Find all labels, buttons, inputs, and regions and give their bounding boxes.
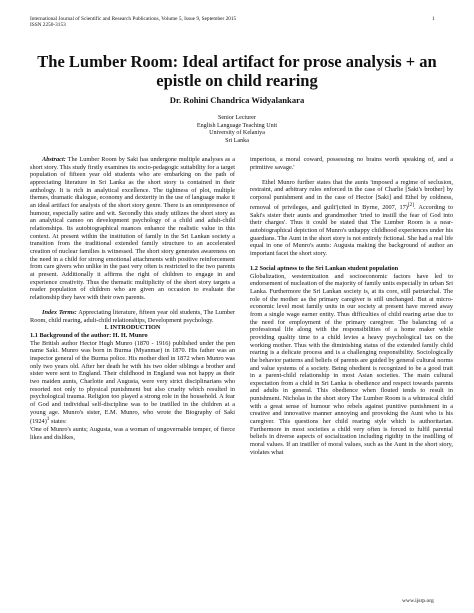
affiliation-line: Sri Lanka [225, 138, 249, 145]
abstract [30, 156, 235, 301]
footnote-marker: 1 [46, 416, 50, 423]
body-paragraph [30, 340, 235, 426]
paragraph-text: states: [49, 418, 67, 426]
citation-marker: [2] [407, 201, 415, 208]
affiliation-line: English Language Teaching Unit [196, 122, 278, 129]
author-name: Dr. Rohini Chandrica Widyalankara [169, 95, 305, 105]
index-terms-text: Appreciating literature, fifteen year old students, The Lumber Room, child rearing, adult-child relationships, Development psychology. [30, 308, 236, 324]
block-quote-continued: imperious, a moral coward, possessing no brains worth speaking of, and a primitive savage.' [250, 156, 453, 171]
paragraph-text: . According to Saki's sister their aunts and grandmother 'tried to instill the fear of God into their charges'. Thus it could be stated that The Lumber Room is a near-autobiographical depiction of Munro's unhappy childhood experiences under his guardians. The Aunt in the short story is not entirely fictional. She had a real life equal in one of Munro's aunts: Augusta making the background of author an important facet the short story. [250, 203, 454, 257]
block-quote: 'One of Munro's aunts; Augusta, was a woman of ungovernable temper, of fierce likes and dislikes, [30, 425, 235, 441]
abstract-label: Abstract: [42, 156, 66, 163]
issn-line: ISSN 2250-3153 [30, 22, 66, 29]
section-heading: I. INTRODUCTION [104, 324, 161, 332]
journal-line: International Journal of Scientific and Research Publications, Volume 5, Issue 9, September 2015 [30, 16, 237, 22]
affiliation-line: University of Kelaniya [209, 130, 265, 137]
right-column [250, 156, 453, 456]
paragraph-text: The British author Hector Hugh Munro (1870 - 1916) published under the pen name Saki. Munro was born in Burma (Myanmar) in 1870. His father was an inspector general of the Burma police. His mother died in 1872 when Munro was only two years old. After her death he with his two older siblings a brother and sister were sent to England. Their childhood in England was not happy as their two maiden aunts, Charlotte and Augusta, were very strict disciplinarians who resorted not only to physical punishment but also cruelty which resulted in psychological trauma. Religion too played a strong role in the household. A fear of God and individual self-discipline was to be instilled in the children at a young age. Munro's sister, E.M. Munro, who wrote the Biography of Saki (1924) [30, 339, 235, 426]
journal-header [30, 16, 236, 29]
body-paragraph: Globalization, westernization and socioeconomic factors have led to endorsement of nucleation of the majority of family units especially in urban Sri Lanka. Furthermore the Sri Lankan society is, at its core, still patriarchal. The role of the mother as the primary caregiver is still unchanged. But at micro-economic level most family units in our society at present have moved away from a single wage earner entity. Thus difficulties of child rearing arise due to the need for employment of the primary caregiver. The balancing of a professional life along with the responsibilities of a home maker while providing quality time to a child levies a heavy psychological tax on the working mother. Thus with the diminishing status of the extended family child rearing is a delicate process and is a challenging responsibility. Sociologically the behavior patterns and beliefs of parents are guided by general cultural norms and value systems of a society. Being obedient is recognized to be a good trait in a parent-child relationship in most Asian societies. The main cultural expectation from a child in Sri Lanka is obedience and respect towards parents and adults in general. This obedience when flouted tends to result in punishment. Nicholas in the short story The Lumber Room is a whimsical child with a great sense of humour who rebels against punitive punishment in a creative and innovative manner annoying and provoking the Aunt who is his caregiver. This questions her child rearing style which is authoritarian. Furthermore in most societies a child very often is forced to fulfil parental beliefs in diverse aspects of socialization including rigidity in the instilling of moral values. If an instiller of moral values, such as the Aunt in the short story, violates what [250, 272, 453, 456]
subsection-heading: 1.1 Background of the author: H. H. Munro [30, 331, 148, 339]
paragraph-text: Ethel Munro further states that the aunts 'imposed a regime of seclusion, restraint, and arbitrary rules enforced in the case of Charlie [Saki's brother] by corporal punishment and in the case of Hector [Saki] and Ethel by coldness, removal of privileges, and guilt'(cited in Byrne, 2007, 17) [250, 178, 453, 211]
index-terms [30, 309, 235, 324]
author-affiliation [0, 115, 474, 146]
footer-url: www.ijsrp.org [402, 598, 434, 604]
subsection-heading: 1.2 Social aptness to the Sri Lankan student population [250, 264, 399, 272]
index-terms-label: Index Terms: [42, 308, 77, 316]
body-paragraph [250, 179, 453, 258]
left-column [30, 156, 235, 441]
abstract-text: The Lumber Room by Saki has undergone multiple analyses as a short story. This study firstly examines its socio-pedagogic suitability for a target population of fifteen year old students who are embarking on the path of appreciating literature in Sri Lanka as the short story is contained in their anthology. It is rich in analytical excellence. The tightness of plot, multiple themes, dramatic dialogue, economy and dexterity in the use of language make it an ideal artifact for analysis of the short story genre. There is an omnipresence of humour, especially satire and wit. Secondly this study utilizes the short story as an analytical cameo on development psychology of a child and adult-child relationships. Its autobiographical nuances enhance the realistic value in this context. At present within the institution of family in the Sri Lankan society a transition from the traditional extended family structure to an accelerated creation of nuclear families is witnessed. The short story generates awareness on the need in a child for strong emotional attachments with positive reinforcement from care givers who unlike in the past very often is restricted to the two parents at present. Additionally it affirms the right of children to engage in and experience creativity. Thus the thematic multiplicity of the short story targets a reader population of children who are given an occasion to evaluate the relationship they have with their own parents. [30, 156, 235, 301]
page-number: 1 [432, 16, 435, 22]
affiliation-line: Senior Lecturer [217, 115, 257, 121]
paper-title: The Lumber Room: Ideal artifact for prose analysis + an epistle on child rearing [37, 52, 437, 90]
